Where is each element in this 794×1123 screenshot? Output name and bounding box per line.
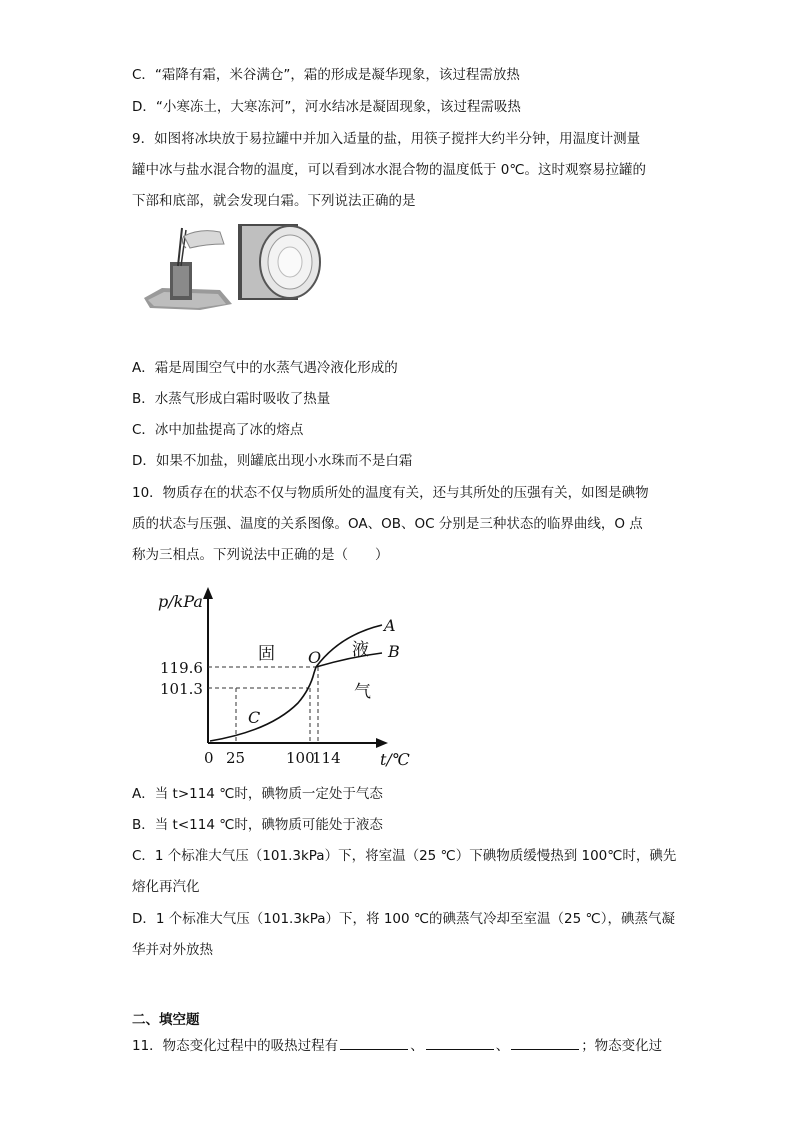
can-bottom-frost-photo [238, 222, 322, 302]
q11-stem [132, 1036, 662, 1056]
answer-blank-3[interactable] [511, 1036, 579, 1050]
section-title-fill-in: 二、填空题 [132, 1012, 200, 1028]
q10-option-c-line2: 熔化再汽化 [132, 879, 200, 895]
y-tick-119-6: 119.6 [160, 659, 203, 677]
q10-stem-line1: 10．物质存在的状态不仅与物质所处的温度有关，还与其所处的压强有关，如图是碘物 [132, 485, 649, 501]
x-axis-arrow [376, 738, 388, 748]
x-tick-0: 0 [204, 749, 214, 767]
x-tick-114: 114 [312, 749, 341, 767]
q10-option-d-line1: D．1 个标准大气压（101.3kPa）下，将 100 ℃的碘蒸气冷却至室温（25 ℃），碘蒸气凝 [132, 911, 675, 927]
x-tick-100: 100 [286, 749, 315, 767]
can-stirring-photo [140, 222, 232, 312]
curve-c-label: C [248, 708, 261, 727]
curve-oa [316, 625, 382, 667]
curve-oc [210, 667, 316, 741]
region-solid-label: 固 [258, 644, 275, 664]
answer-blank-1[interactable] [340, 1036, 408, 1050]
answer-blank-2[interactable] [426, 1036, 494, 1050]
q9-option-d: D．如果不加盐，则罐底出现小水珠而不是白霜 [132, 453, 413, 469]
region-gas-label: 气 [354, 682, 371, 702]
q11-suffix: ；物态变化过 [581, 1038, 663, 1054]
q10-stem-line3: 称为三相点。下列说法中正确的是（ ） [132, 547, 389, 563]
q9-option-a: A．霜是周围空气中的水蒸气遇冷液化形成的 [132, 360, 398, 376]
curve-a-label: A [384, 616, 396, 635]
q10-option-d-line2: 华并对外放热 [132, 942, 213, 958]
y-tick-101-3: 101.3 [160, 680, 203, 698]
region-liquid-label: 液 [352, 640, 369, 660]
q10-option-b: B．当 t<114 ℃时，碘物质可能处于液态 [132, 817, 383, 833]
triple-point-label: O [308, 648, 322, 667]
q9-stem-line2: 罐中冰与盐水混合物的温度，可以看到冰水混合物的温度低于 0℃。这时观察易拉罐的 [132, 162, 647, 178]
q9-stem-line1: 9．如图将冰块放于易拉罐中并加入适量的盐，用筷子搅拌大约半分钟，用温度计测量 [132, 131, 641, 147]
q9-option-b: B．水蒸气形成白霜时吸收了热量 [132, 391, 331, 407]
q8-option-c: C．“霜降有霜，米谷满仓”，霜的形成是凝华现象，该过程需放热 [132, 67, 520, 83]
y-axis-arrow [203, 587, 213, 599]
q10-stem-line2: 质的状态与压强、温度的关系图像。OA、OB、OC 分别是三种状态的临界曲线，O 点 [132, 516, 643, 532]
q10-option-c-line1: C．1 个标准大气压（101.3kPa）下，将室温（25 ℃）下碘物质缓慢热到 100℃时，碘先 [132, 848, 677, 864]
x-tick-25: 25 [226, 749, 246, 767]
q10-option-a: A．当 t>114 ℃时，碘物质一定处于气态 [132, 786, 383, 802]
q9-option-c: C．冰中加盐提高了冰的熔点 [132, 422, 304, 438]
iodine-phase-diagram [150, 585, 420, 773]
q11-separator-2: 、 [495, 1038, 510, 1054]
y-axis-label: p/kPa [158, 592, 203, 611]
curve-b-label: B [388, 642, 400, 661]
q11-prefix: 11．物态变化过程中的吸热过程有 [132, 1038, 339, 1054]
q9-stem-line3: 下部和底部，就会发现白霜。下列说法正确的是 [132, 193, 416, 209]
q8-option-d: D．“小寒冻土，大寒冻河”，河水结冰是凝固现象，该过程需吸热 [132, 99, 521, 115]
x-axis-label: t/℃ [380, 750, 410, 769]
q11-separator-1: 、 [410, 1038, 424, 1054]
